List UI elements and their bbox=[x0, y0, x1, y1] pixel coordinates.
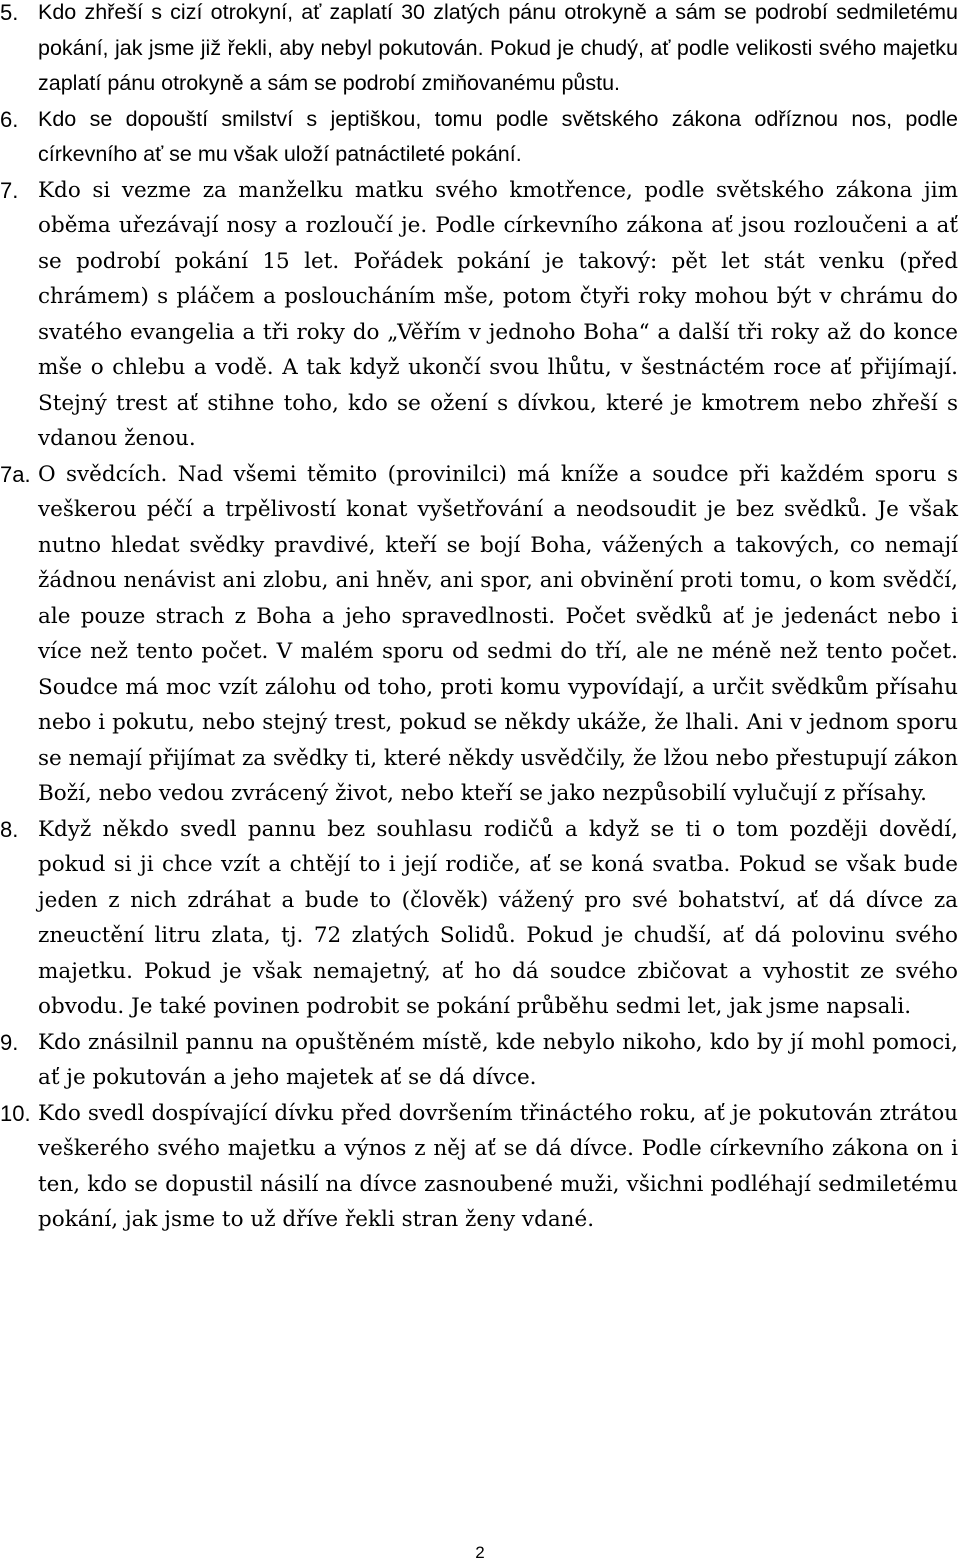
item-text bbox=[38, 812, 958, 1025]
list-item bbox=[0, 1025, 958, 1096]
item-text-segment: A tak když ukončí svou lhůtu, v šestnáctém roce ať přijímají. bbox=[273, 355, 958, 380]
item-text-segment: Pokud je chudší, ať dá polovinu svého majetku. bbox=[38, 923, 958, 984]
item-text-segment: Nad všemi těmito (provinilci) má kníže a soudce při každém sporu s veškerou péčí a trpělivostí konat vyšetřování a neodsoudit je bez svědků. bbox=[38, 461, 958, 522]
item-text-segment: Stejný trest ať stihne toho, kdo se ožení s dívkou, které je kmotrem nebo zhřeší s vdanou ženou. bbox=[38, 390, 958, 451]
item-text-segment: Počet svědků ať je jedenáct nebo i více než tento počet. bbox=[38, 603, 958, 664]
item-text-segment: Podle církevního zákona on i ten, kdo se dopustil násilí na dívce zasnoubené muži, všichni podléhají sedmiletému pokání, jak jsme to už dříve řekli stran ženy vdané. bbox=[38, 1136, 958, 1232]
item-text-segment: V malém sporu od sedmi do tří, ale ne méně než tento počet. bbox=[268, 639, 958, 664]
item-text-segment: Pokud je však nemajetný, ať ho dá soudce zbičovat a vyhostit ze svého obvodu. bbox=[38, 958, 958, 1019]
item-text-segment: Kdo si vezme za manželku matku svého kmotřence, podle světského zákona jim oběma uřezávají nosy a rozloučí je. bbox=[38, 177, 958, 238]
item-text-segment: Kdo znásilnil pannu na opuštěném místě, kde nebylo nikoho, kdo by jí mohl pomoci, ať je pokutován a jeho majetek ať se dá dívce. bbox=[38, 1029, 958, 1090]
item-text bbox=[38, 457, 958, 812]
list-item bbox=[0, 102, 958, 173]
list-item bbox=[0, 173, 958, 457]
item-text-segment: Pokud se však bude jeden z nich zdráhat a bude to (člověk) vážený pro své bohatství, ať dá dívce za zneuctění litru zlata, tj. 72 zlatých Solidů. bbox=[38, 852, 958, 948]
page-number: 2 bbox=[475, 1543, 485, 1562]
list-item bbox=[0, 457, 958, 812]
item-text-segment: Je však nutno hledat svědky pravdivé, kteří se bojí Boha, vážených a takových, co nemají žádnou nenávist ani zlobu, ani hněv, ani spor, ani obvinění proti tomu, o kom svědčí, ale pouze strach z Boha a jeho spravedlnosti. bbox=[38, 497, 958, 629]
item-text bbox=[38, 1096, 958, 1238]
item-text-segment: Kdo se dopouští smilství s jeptiškou, tomu podle světského zákona odříznou nos, podle církevního ať se mu však uloží patnáctileté pokání. bbox=[38, 106, 958, 166]
item-text-segment: Pořádek pokání je takový: pět let stát venku (před chrámem) s pláčem a posloucháním mše, potom čtyři roky mohou být v chrámu do svatého evangelia a tři roky do „Věřím v jednoho Boha“ a další tři roky až do konce mše o chlebu a vodě. bbox=[38, 248, 958, 380]
item-text-segment: Kdo svedl dospívající dívku před dovršením třináctého roku, ať je pokutován ztrátou veškerého svého majetku a výnos z něj ať se dá dívce. bbox=[38, 1100, 958, 1161]
item-number: 5. bbox=[0, 0, 19, 25]
item-text-segment: Podle církevního zákona ať jsou rozloučeni a ať se podrobí pokání 15 let. bbox=[38, 213, 958, 274]
item-text bbox=[38, 102, 958, 173]
list-item bbox=[0, 1096, 958, 1238]
list-item bbox=[0, 0, 958, 102]
item-text bbox=[38, 0, 958, 102]
item-number: 10. bbox=[0, 1100, 31, 1126]
item-text-segment: Soudce má moc vzít zálohu od toho, proti komu vypovídají, a určit svědkům přísahu nebo i pokutu, nebo stejný trest, pokud se někdy ukáže, že lhali. bbox=[38, 674, 958, 735]
item-text-segment: Kdo zhřeší s cizí otrokyní, ať zaplatí 30 zlatých pánu otrokyně a sám se podrobí sedmiletému pokání, jak jsme již řekli, aby nebyl pokutován. Pokud je chudý, ať podle velikosti svého majetku zaplatí pánu otrokyně a sám se podrobí zmiňovanému půstu. bbox=[38, 0, 958, 95]
item-text bbox=[38, 1025, 958, 1096]
item-text-segment: O svědcích. bbox=[38, 461, 168, 487]
item-text bbox=[38, 173, 958, 457]
list-item bbox=[0, 812, 958, 1025]
item-number: 8. bbox=[0, 816, 19, 842]
item-number: 9. bbox=[0, 1029, 19, 1055]
item-number: 7a. bbox=[0, 461, 31, 487]
item-number: 6. bbox=[0, 106, 19, 132]
item-number: 7. bbox=[0, 177, 19, 203]
item-text-segment: Je také povinen podrobit se pokání průběhu sedmi let, jak jsme napsali. bbox=[124, 994, 912, 1019]
item-text-segment: Když někdo svedl pannu bez souhlasu rodičů a když se ti o tom později dovědí, pokud si ji chce vzít a chtějí to i její rodiče, ať se koná svatba. bbox=[38, 816, 958, 877]
item-text-segment: Ani v jednom sporu se nemají přijímat za svědky ti, které někdy usvědčily, že lžou nebo přestupují zákon Boží, nebo vedou zvrácený život, nebo kteří se jako nezpůsobilí vylučují z přísahy. bbox=[38, 710, 958, 806]
